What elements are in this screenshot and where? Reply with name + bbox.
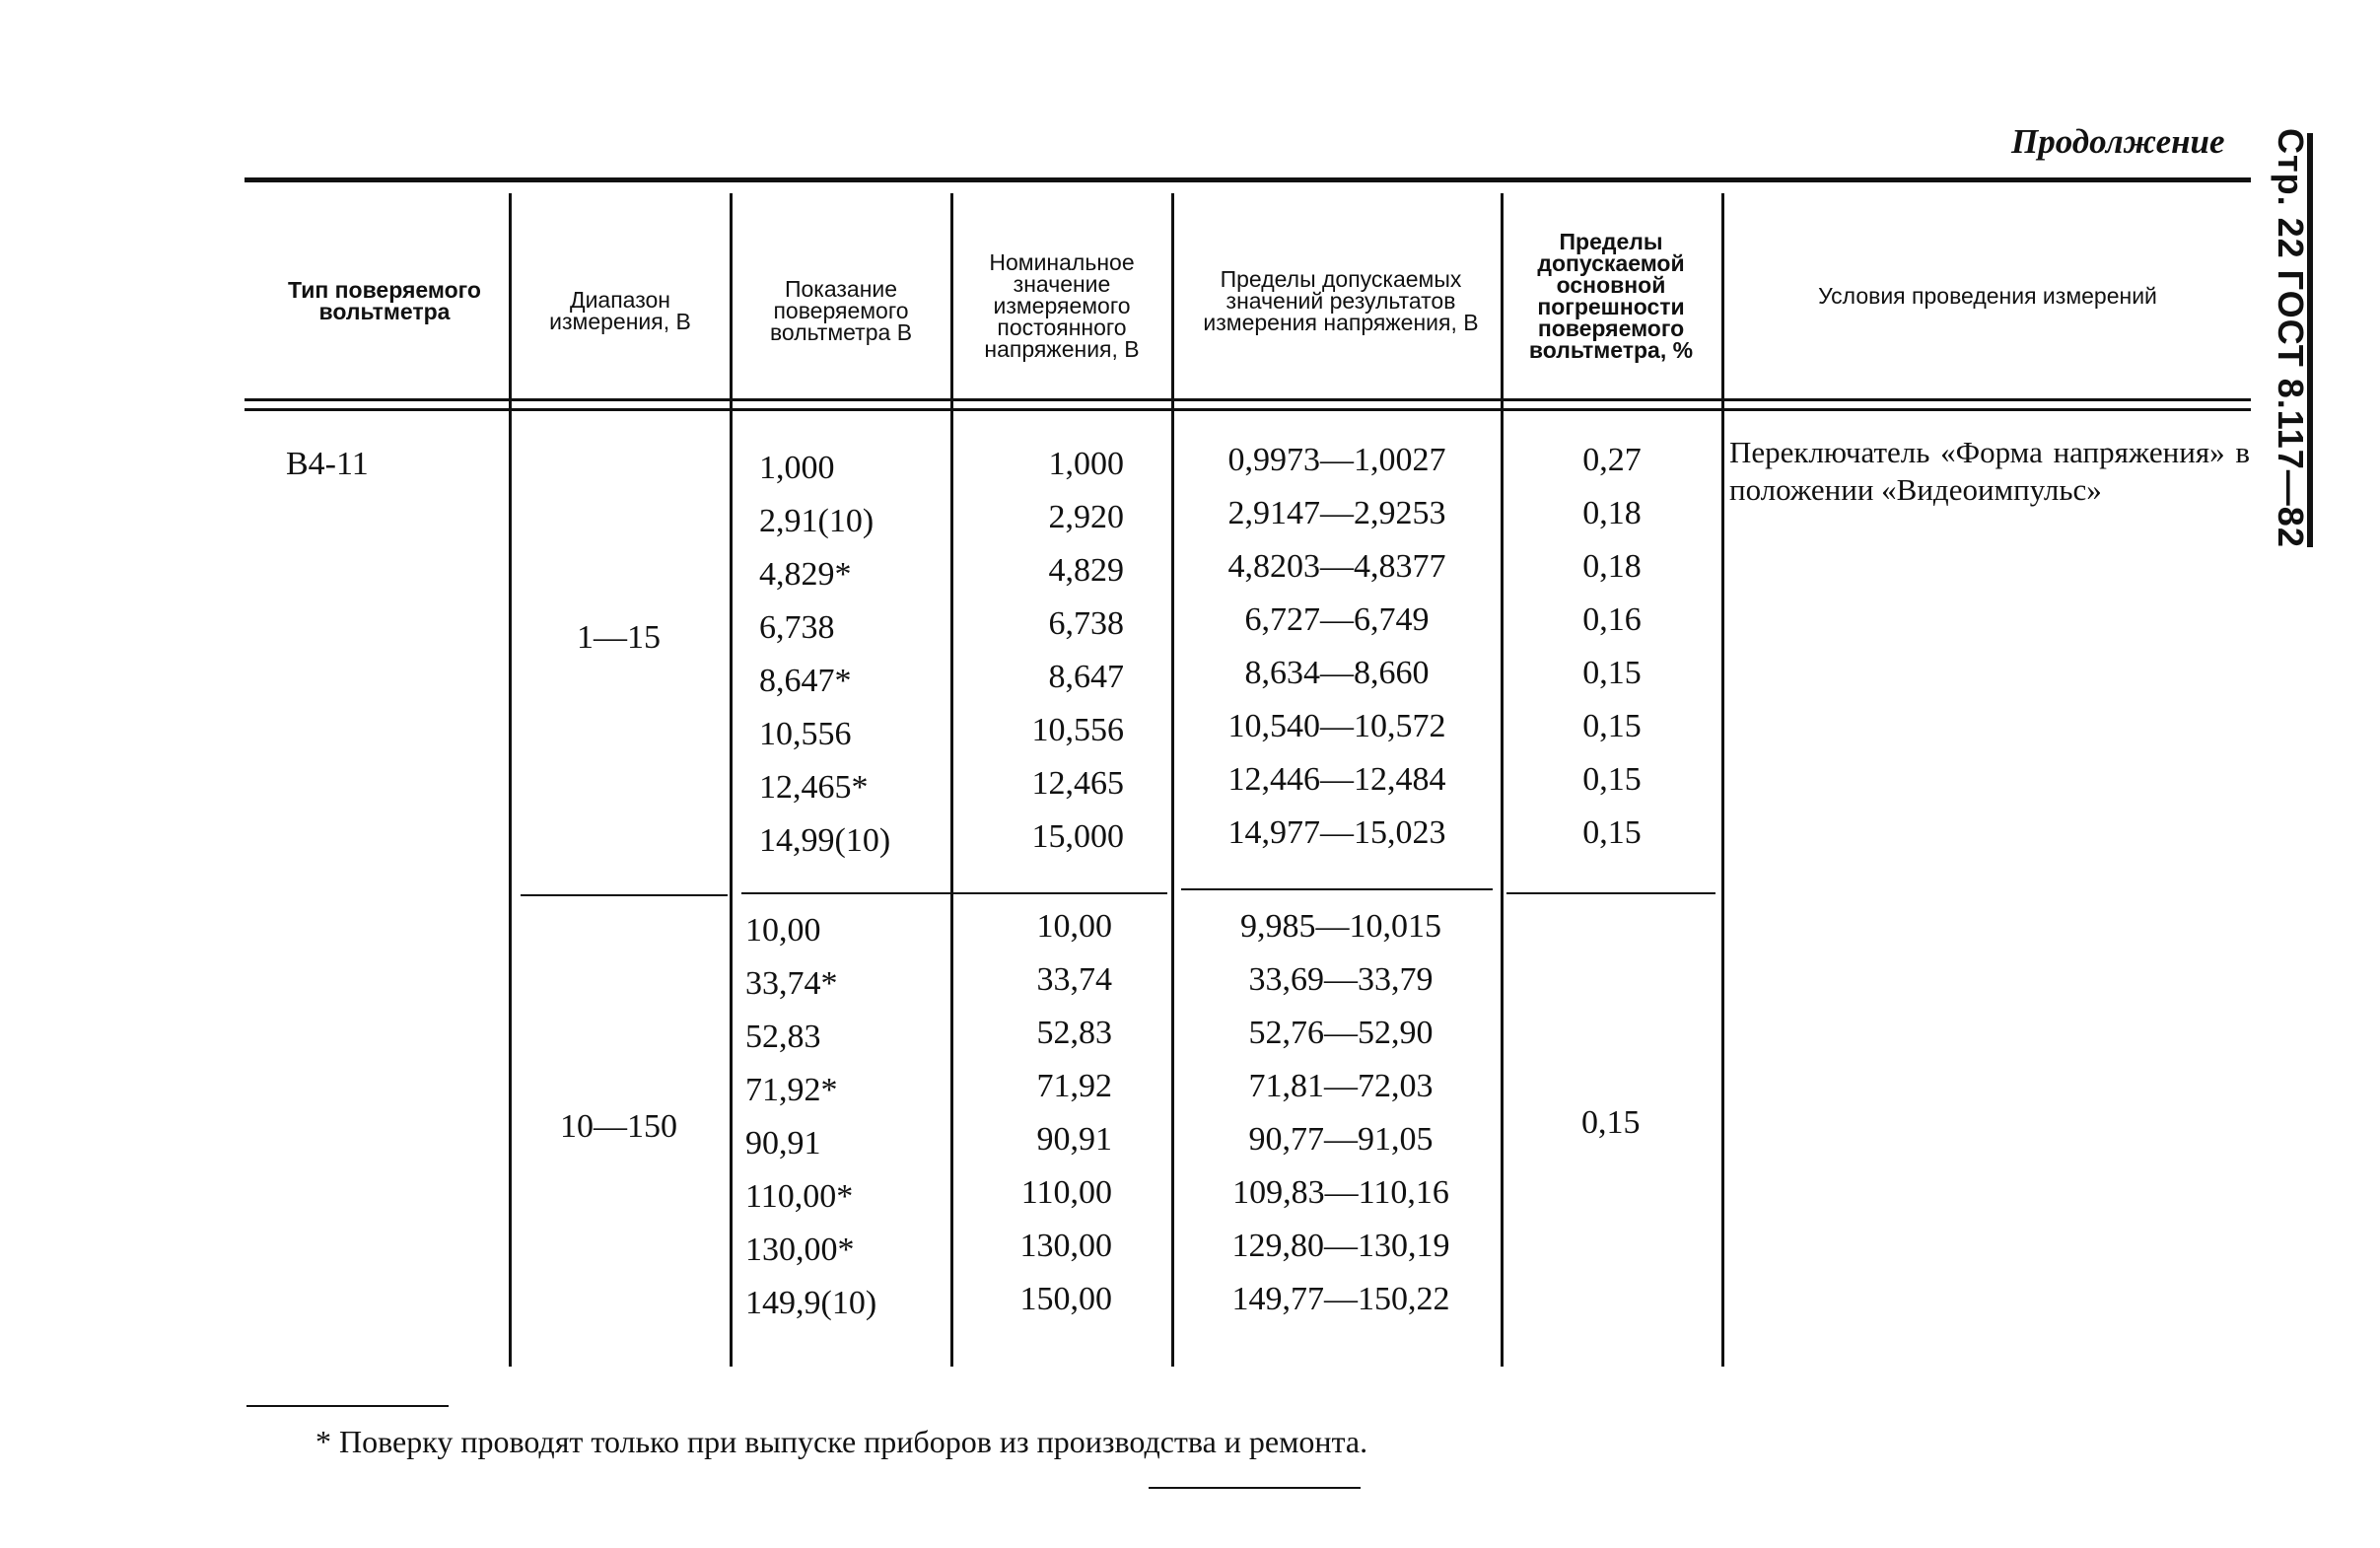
table-cell: 149,9(10): [745, 1285, 877, 1321]
table-cell: 1,000: [759, 450, 835, 486]
table-cell: 110,00: [1020, 1174, 1112, 1211]
table-cell: 12,465*: [759, 769, 869, 806]
table-cell: 52,76—52,90: [1248, 1015, 1434, 1051]
error-value: 0,15: [1581, 1104, 1641, 1141]
table-cell: 90,91: [745, 1125, 821, 1161]
table-cell: 90,77—91,05: [1248, 1121, 1434, 1158]
table-cell: 12,465: [1031, 765, 1124, 802]
header-nominal: Номинальное значение измеряемого постоянного напряжения, В: [984, 249, 1140, 362]
table-cell: 10,556: [759, 716, 852, 752]
table-cell: 14,977—15,023: [1227, 814, 1446, 851]
nominal-column: [976, 438, 1124, 864]
table-cell: 0,15: [1582, 814, 1642, 851]
header-bottom-rule-2: [245, 408, 2251, 411]
table-cell: 10,540—10,572: [1227, 708, 1446, 744]
table-cell: 8,634—8,660: [1244, 655, 1430, 691]
table-cell: 71,92: [1036, 1068, 1112, 1104]
table-cell: 10,00: [1036, 908, 1112, 945]
column-divider: [950, 193, 953, 1367]
reading-column: [759, 442, 927, 868]
table-cell: 33,74: [1036, 961, 1112, 998]
table-cell: 0,15: [1582, 708, 1642, 744]
table-cell: 150,00: [1019, 1281, 1112, 1317]
table-cell: 4,829: [1048, 552, 1124, 589]
table-top-rule: [245, 177, 2251, 182]
continued-label: Продолжение: [2011, 122, 2225, 161]
measurement-condition: Переключатель «Форма напряжения» в положении «Видеоимпульс»: [1729, 435, 2250, 507]
table-cell: 9,985—10,015: [1240, 908, 1441, 945]
range-value: 10—150: [560, 1108, 677, 1145]
table-cell: 4,8203—4,8377: [1227, 548, 1446, 585]
table-cell: 8,647*: [759, 663, 852, 699]
table-cell: 0,9973—1,0027: [1227, 442, 1446, 478]
table-cell: 14,99(10): [759, 822, 891, 859]
table-cell: 0,27: [1582, 442, 1642, 478]
header-conditions: Условия проведения измерений: [1818, 283, 2157, 309]
table-cell: 15,000: [1031, 818, 1124, 855]
table-cell: 109,83—110,16: [1232, 1174, 1449, 1211]
table-cell: 0,15: [1582, 761, 1642, 798]
header-limits: Пределы допускаемых значений результатов измерения напряжения, В: [1203, 266, 1479, 335]
header-reading: Показание поверяемого вольтметра В: [769, 276, 913, 345]
table-cell: 52,83: [745, 1019, 821, 1055]
table-cell: 110,00*: [745, 1178, 854, 1215]
table-cell: 6,727—6,749: [1244, 601, 1430, 638]
table-cell: 6,738: [759, 609, 835, 646]
table-cell: 0,16: [1582, 601, 1642, 638]
reading-column: [745, 904, 933, 1330]
header-error: Пределы допускаемой основной погрешности поверяемого вольтметра, %: [1528, 229, 1694, 363]
column-divider: [1721, 193, 1724, 1367]
table-cell: 71,92*: [745, 1072, 838, 1108]
table-cell: 129,80—130,19: [1231, 1228, 1450, 1264]
table-cell: 130,00*: [745, 1231, 855, 1268]
table-cell: 10,00: [745, 912, 821, 949]
limits-column: [1179, 434, 1495, 860]
error-column: [1508, 434, 1715, 860]
limits-column: [1193, 900, 1489, 1326]
header-range: Диапазон измерения, В: [549, 287, 691, 334]
footnote: * Поверку проводят только при выпуске приборов из производства и ремонта.: [315, 1424, 1368, 1459]
table-cell: 2,91(10): [759, 503, 875, 539]
group-separator: [521, 894, 728, 896]
group-separator: [1506, 892, 1715, 894]
group-separator: [741, 892, 1167, 894]
side-page-header: Стр. 22 ГОСТ 8.117—82: [2271, 128, 2311, 548]
column-divider: [1501, 193, 1504, 1367]
table-cell: 10,556: [1031, 712, 1124, 748]
header-bottom-rule: [245, 398, 2251, 401]
table-cell: 2,9147—2,9253: [1227, 495, 1446, 531]
table-cell: 6,738: [1048, 605, 1124, 642]
column-divider: [730, 193, 733, 1367]
table-cell: 8,647: [1048, 659, 1124, 695]
header-voltmeter-type: Тип поверяемого вольтметра: [288, 277, 481, 324]
table-cell: 1,000: [1048, 446, 1124, 482]
table-cell: 0,18: [1582, 495, 1642, 531]
table-cell: 52,83: [1036, 1015, 1112, 1051]
table-cell: 0,18: [1582, 548, 1642, 585]
table-cell: 33,74*: [745, 965, 838, 1002]
group-separator: [1181, 888, 1493, 890]
table-cell: 130,00: [1019, 1228, 1112, 1264]
table-cell: 12,446—12,484: [1227, 761, 1446, 798]
table-cell: 2,920: [1048, 499, 1124, 535]
column-divider: [509, 193, 512, 1367]
table-cell: 71,81—72,03: [1248, 1068, 1434, 1104]
nominal-column: [976, 900, 1112, 1326]
table-cell: 90,91: [1036, 1121, 1112, 1158]
voltmeter-type: В4-11: [286, 446, 369, 482]
table-cell: 4,829*: [759, 556, 852, 593]
table-cell: 0,15: [1582, 655, 1642, 691]
range-value: 1—15: [577, 619, 661, 656]
page-end-rule: [1149, 1487, 1361, 1489]
table-cell: 33,69—33,79: [1248, 961, 1434, 998]
table-cell: 149,77—150,22: [1231, 1281, 1450, 1317]
footnote-rule: [246, 1405, 449, 1407]
column-divider: [1171, 193, 1174, 1367]
